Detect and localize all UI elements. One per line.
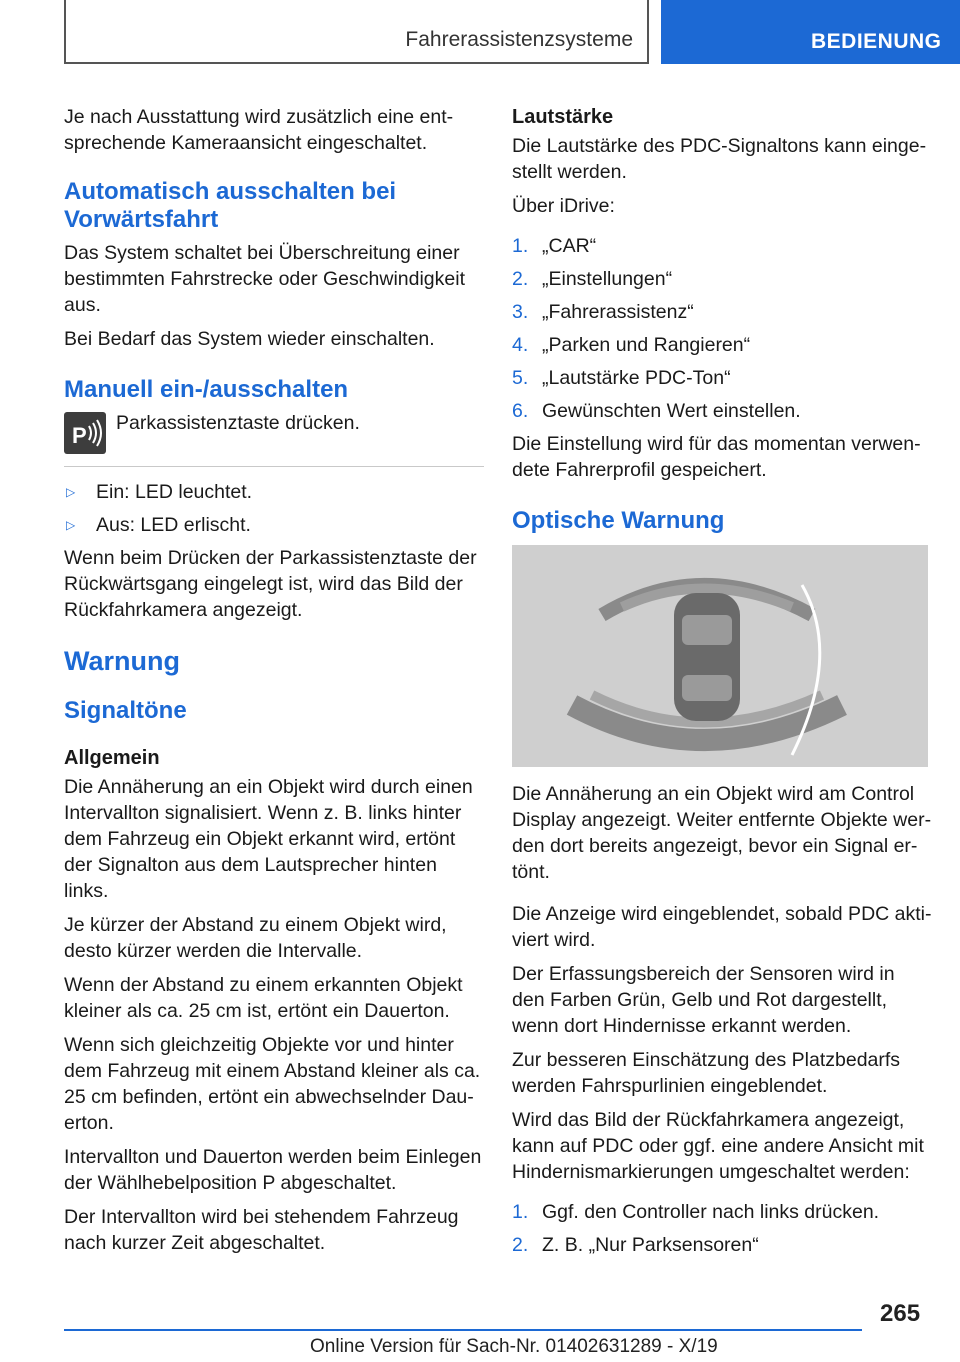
optical-paragraph-1: Die Annäherung an ein Objekt wird am Control Display angezeigt. Weiter entfernte Objekte werden dort bereits angezeigt, bevor ein Signal ertönt. xyxy=(512,783,932,883)
volume-paragraph: Die Lautstärke des PDC-Signaltons kann eingestellt werden. xyxy=(512,135,927,183)
header-chapter-title: BEDIENUNG xyxy=(811,30,942,53)
pdc-car-top-view-icon xyxy=(512,545,928,767)
manual-instruction-row xyxy=(64,410,484,454)
optical-step-2 xyxy=(512,1232,932,1258)
triangle-bullet-icon: ▷ xyxy=(66,518,76,532)
step-number: 6. xyxy=(512,400,529,422)
left-column xyxy=(64,104,484,1264)
manual-heading: Manuell ein-/ausschalten xyxy=(64,376,349,403)
volume-step-3 xyxy=(512,299,932,325)
optical-paragraph-5: Wird das Bild der Rückfahrkamera angezeigt, kann auf PDC oder ggf. eine andere Ansicht mit Hindernismarkierungen umgeschaltet werden: xyxy=(512,1109,924,1183)
bullet-item-off xyxy=(64,512,484,538)
intro-paragraph: Je nach Ausstattung wird zusätzlich eine entsprechende Kameraansicht eingeschaltet. xyxy=(64,106,454,154)
optical-step-1 xyxy=(512,1199,932,1225)
volume-after: Die Einstellung wird für das momentan verwendete Fahrerprofil gespeichert. xyxy=(512,433,921,481)
step-number: 4. xyxy=(512,334,529,356)
volume-heading: Lautstärke xyxy=(512,106,614,128)
warning-paragraph-4: Wenn sich gleichzeitig Objekte vor und hinter dem Fahrzeug mit einem Abstand kleiner als ca. 25 cm befinden, ertönt ein abwechselnder Dauerton. xyxy=(64,1034,481,1134)
optical-paragraph-2: Die Anzeige wird eingeblendet, sobald PDC aktiviert wird. xyxy=(512,903,932,951)
step-text: Ggf. den Controller nach links drücken. xyxy=(542,1201,880,1223)
header-section-tab xyxy=(64,0,649,64)
warning-paragraph-3: Wenn der Abstand zu einem erkannten Objekt kleiner als ca. 25 cm ist, ertönt ein Dauerton. xyxy=(64,974,463,1022)
signal-tones-heading: Signaltöne xyxy=(64,697,187,724)
volume-via: Über iDrive: xyxy=(512,195,615,217)
volume-step-2 xyxy=(512,266,932,292)
step-text: „Fahrerassistenz“ xyxy=(542,301,694,323)
step-number: 2. xyxy=(512,268,529,290)
page-number: 265 xyxy=(880,1300,921,1327)
step-number: 3. xyxy=(512,301,529,323)
warning-paragraph-6: Der Intervallton wird bei stehendem Fahrzeug nach kurzer Zeit abgeschaltet. xyxy=(64,1206,459,1254)
step-text: „CAR“ xyxy=(542,235,597,257)
volume-step-4 xyxy=(512,332,932,358)
warning-paragraph-2: Je kürzer der Abstand zu einem Objekt wird, desto kürzer werden die Intervalle. xyxy=(64,914,447,962)
svg-text:P: P xyxy=(72,423,87,448)
step-text: „Lautstärke PDC-Ton“ xyxy=(542,367,731,389)
volume-step-6 xyxy=(512,398,932,424)
step-number: 5. xyxy=(512,367,529,389)
warning-paragraph-1: Die Annäherung an ein Objekt wird durch einen Intervallton signalisiert. Wenn z. B. links hinter dem Fahrzeug ein Objekt erkannt wird, ertönt der Signalton aus dem Lautsprecher hinten links. xyxy=(64,776,473,902)
optical-heading: Optische Warnung xyxy=(512,507,725,534)
triangle-bullet-icon: ▷ xyxy=(66,485,76,499)
step-number: 1. xyxy=(512,1201,529,1223)
optical-paragraph-3: Der Erfassungsbereich der Sensoren wird in den Farben Grün, Gelb und Rot dargestellt, wenn dort Hindernisse erkannt werden. xyxy=(512,963,895,1037)
step-text: Gewünschten Wert einstellen. xyxy=(542,400,801,422)
divider-line xyxy=(64,466,484,467)
bullet-text-on: Ein: LED leuchtet. xyxy=(96,481,253,503)
step-number: 2. xyxy=(512,1234,529,1256)
header-section-title: Fahrerassistenzsysteme xyxy=(405,28,633,51)
footer-text: Online Version für Sach-Nr. 01402631289 - X/19 xyxy=(310,1336,718,1357)
parking-assistant-button-icon xyxy=(64,412,106,454)
warning-paragraph-5: Intervallton und Dauerton werden beim Einlegen der Wählhebelposition P abgeschaltet. xyxy=(64,1146,482,1194)
right-column xyxy=(512,104,932,1265)
step-text: Z. B. „Nur Parksensoren“ xyxy=(542,1234,759,1256)
manual-paragraph: Wenn beim Drücken der Parkassistenztaste der Rückwärtsgang eingelegt ist, wird das Bild der Rückfahrkamera angezeigt. xyxy=(64,547,477,621)
volume-step-1 xyxy=(512,233,932,259)
auto-off-paragraph-2: Bei Bedarf das System wieder einschalten. xyxy=(64,328,435,350)
auto-off-heading: Automatisch ausschalten bei Vorwärtsfahrt xyxy=(64,178,397,233)
step-number: 1. xyxy=(512,235,529,257)
optical-paragraph-4: Zur besseren Einschätzung des Platzbedarfs werden Fahrspurlinien eingeblendet. xyxy=(512,1049,901,1097)
step-text: „Parken und Rangieren“ xyxy=(542,334,751,356)
bullet-item-on xyxy=(64,479,484,505)
footer-line xyxy=(64,1329,862,1331)
header-chapter-tab xyxy=(661,0,960,64)
general-heading: Allgemein xyxy=(64,747,160,769)
manual-instruction-text: Parkassistenztaste drücken. xyxy=(116,412,360,434)
volume-step-5 xyxy=(512,365,932,391)
auto-off-paragraph-1: Das System schaltet bei Überschreitung einer bestimmten Fahrstrecke oder Geschwindigkeit aus. xyxy=(64,242,465,316)
bullet-text-off: Aus: LED erlischt. xyxy=(96,514,251,536)
step-text: „Einstellungen“ xyxy=(542,268,673,290)
warning-heading: Warnung xyxy=(64,646,180,676)
